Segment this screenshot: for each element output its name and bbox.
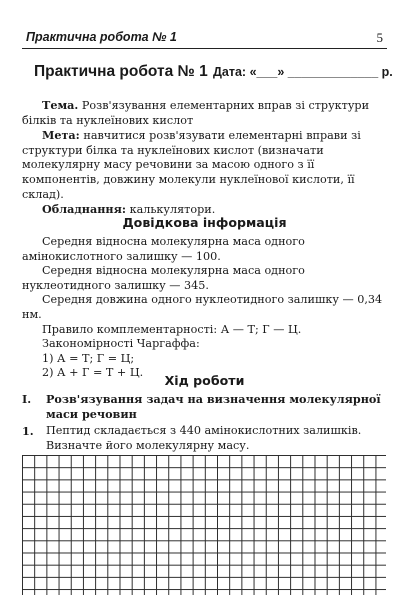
- task-block: [22, 424, 387, 453]
- date-field: Дата: «___» _____________ р.: [213, 65, 393, 79]
- intro-block: [22, 98, 387, 218]
- reference-line: Середня відносна молекулярна маса одного амінокислотного залишку — 100.: [22, 235, 305, 263]
- page-number: 5: [376, 30, 383, 45]
- goal-label: Мета:: [42, 128, 80, 143]
- reference-line: Закономірності Чаргаффа:: [42, 337, 200, 351]
- goal-paragraph: [22, 128, 387, 202]
- reference-heading: Довідкова інформація: [122, 215, 287, 230]
- header-divider: [22, 48, 387, 49]
- section-title: Розв'язування задач на визначення молекулярної маси речовин: [46, 392, 381, 421]
- task-text: Пептид складається з 440 амінокислотних залишків. Визначте його молекулярну масу.: [46, 424, 362, 452]
- work-title-row: [28, 63, 393, 85]
- topic-label: Тема.: [42, 98, 79, 112]
- section-number: I.: [22, 392, 32, 406]
- task-number: 1.: [22, 424, 34, 438]
- answer-grid[interactable]: [22, 455, 386, 595]
- chargaff-rule: 1) А = Т; Г = Ц;: [42, 351, 135, 365]
- running-header: [22, 30, 387, 48]
- reference-block: [22, 235, 387, 381]
- equipment-text: калькулятори.: [126, 203, 216, 217]
- equipment-label: Обладнання:: [42, 202, 127, 217]
- work-title: Практична робота № 1: [34, 63, 208, 80]
- procedure-heading: Хід роботи: [164, 373, 245, 388]
- reference-line: Середня довжина одного нуклеотидного залишку — 0,34 нм.: [22, 293, 383, 321]
- chargaff-rule: 2) А + Г = Т + Ц.: [42, 366, 144, 380]
- goal-text: навчитися розв'язувати елементарні вправи зі структури білка та нуклеїнових кислот (визначати молекулярну масу речовини за масою одного з її компонентів, довжину молекули нуклеїнової кислоти, її склад).: [22, 129, 361, 201]
- section-title-row: [22, 392, 387, 421]
- running-title: Практична робота № 1: [26, 30, 177, 44]
- task-row: [22, 424, 387, 453]
- topic-text: Розв'язування елементарних вправ зі структури білків та нуклеїнових кислот: [22, 99, 370, 127]
- reference-line: Середня відносна молекулярна маса одного нуклеотидного залишку — 345.: [22, 264, 305, 292]
- procedure-section: [22, 392, 387, 421]
- reference-line: Правило комплементарності: А — Т; Г — Ц.: [42, 322, 302, 336]
- topic-paragraph: [22, 98, 387, 128]
